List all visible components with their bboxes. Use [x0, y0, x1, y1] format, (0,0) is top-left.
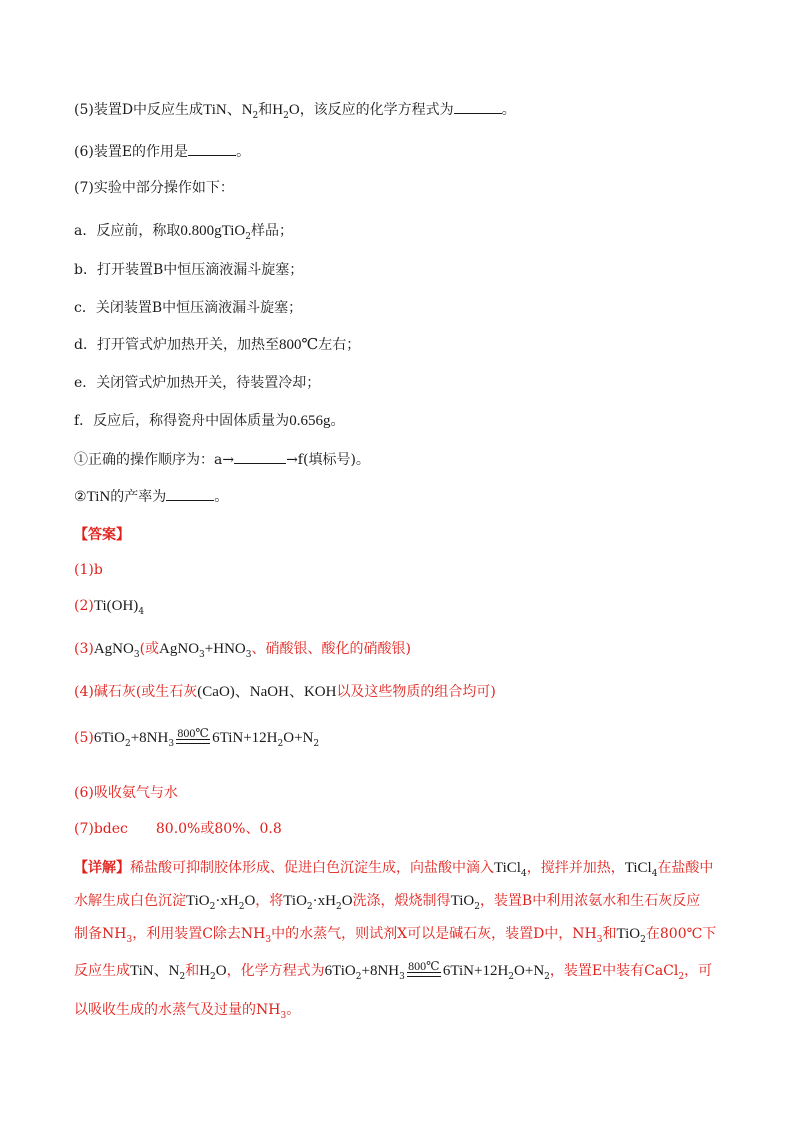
reaction-condition: 800℃: [407, 960, 441, 983]
question-6: (6)装置E的作用是 。: [74, 144, 251, 160]
answer-blank: [188, 143, 236, 156]
answer-3: (3)AgNO$_3$(或$AgNO_3+HNO_3$、硝酸银、酸化的硝酸银): [74, 641, 411, 660]
detail-line-2: 水解生成白色沉淀$TiO_2\cdot xH_2O$，将$TiO_2\cdot xH_2O$洗涤，煅烧制得TiO$_2$，装置B中利用浓氨水和生石灰反应: [74, 893, 701, 912]
detail-line-3: 制备$NH_3$，利用装置C除去$NH_3$中的水蒸气，则试剂X可以是碱石灰，装置D中，$NH_3$和TiO$_2$在800℃下: [74, 926, 717, 945]
question-7-intro: (7)实验中部分操作如下：: [74, 180, 234, 196]
answer-7: (7)bdec 80.0%或80%、0.8: [74, 821, 282, 837]
answer-heading: 【答案】: [74, 527, 130, 543]
step-e: e．关闭管式炉加热开关，待装置冷却；: [74, 375, 321, 391]
step-c: c．关闭装置B中恒压滴液漏斗旋塞；: [74, 300, 303, 316]
step-a: a．反应前，称取0.800gTiO$_2$样品；: [74, 223, 293, 242]
step-d: d．打开管式炉加热开关，加热至800℃左右；: [74, 337, 361, 353]
detail-line-1: 【详解】稀盐酸可抑制胶体形成、促进白色沉淀生成，向盐酸中滴入TiCl$_4$，搅拌并加热，TiCl$_4$在盐酸中: [74, 860, 714, 879]
answer-blank: [166, 488, 214, 501]
answer-6: (6)吸收氨气与水: [74, 785, 178, 801]
detail-line-5: 以吸收生成的水蒸气及过量的$NH_3$。: [74, 1002, 301, 1021]
answer-1: (1)b: [74, 562, 103, 578]
answer-4: (4)碱石灰(或生石灰(CaO)、NaOH、KOH以及这些物质的组合均可): [74, 684, 496, 700]
step-f: f．反应后，称得瓷舟中固体质量为0.656g。: [74, 413, 345, 429]
reaction-condition: 800℃: [176, 727, 210, 750]
question-5: (5)装置D中反应生成TiN、$N_2$和$H_2O$，该反应的化学方程式为 。: [74, 102, 516, 121]
sub-question-1: ①正确的操作顺序为：a→ →f(填标号)。: [74, 452, 370, 468]
answer-blank: [234, 451, 286, 464]
answer-blank: [454, 101, 502, 114]
answer-5: $(5)6TiO_2+8NH_3$ 800℃ $6TiN+12H_2O+N_2$: [74, 726, 320, 749]
detail-line-4: 反应生成TiN、$N_2$和$H_2O$，化学方程式为$6TiO_2+8NH_3$ 800℃ $6TiN+12H_2O+N_2$，装置E中装有CaCl$_2$，可: [74, 959, 713, 982]
step-b: b．打开装置B中恒压滴液漏斗旋塞；: [74, 262, 304, 278]
answer-2: $(2)Ti(OH)_4$: [74, 598, 145, 617]
sub-question-2: ②TiN的产率为 。: [74, 489, 229, 505]
